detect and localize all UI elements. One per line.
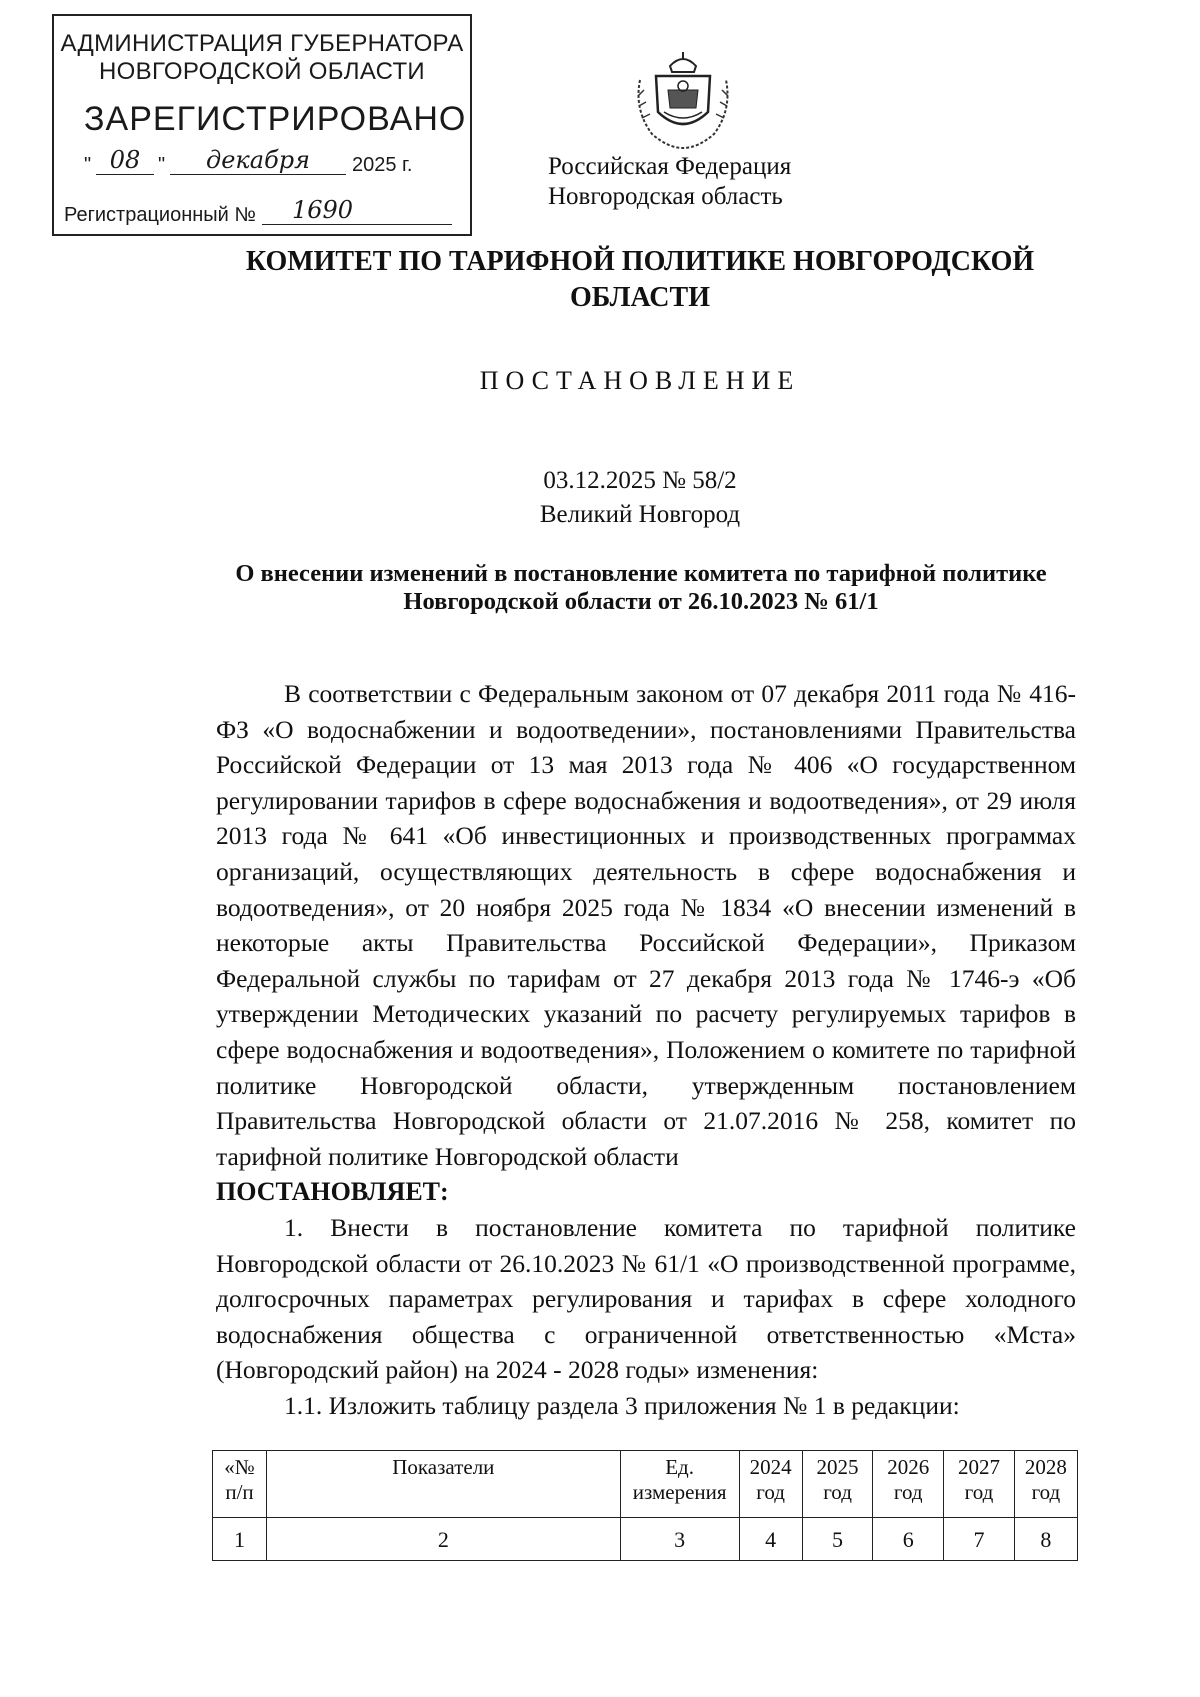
committee-title: КОМИТЕТ ПО ТАРИФНОЙ ПОЛИТИКЕ НОВГОРОДСКОЙ ОБЛАСТИ	[245, 246, 1035, 313]
region-name: Новгородская область	[548, 183, 783, 210]
indicators-table	[212, 1450, 1078, 1561]
header-2026: 2026 год	[873, 1451, 944, 1518]
table-cell: 2	[267, 1518, 621, 1561]
stamp-regno-label: Регистрационный №	[64, 204, 256, 226]
table-cell: 3	[620, 1518, 739, 1561]
document-body	[216, 676, 1076, 1423]
stamp-org-line2: НОВГОРОДСКОЙ ОБЛАСТИ	[99, 58, 425, 85]
coat-of-arms-icon	[630, 50, 736, 154]
header-2024: 2024 год	[739, 1451, 802, 1518]
table-cell: 1	[213, 1518, 267, 1561]
document-type: ПОСТАНОВЛЕНИЕ	[479, 366, 801, 395]
preamble-paragraph: В соответствии с Федеральным законом от 07 декабря 2011 года № 416-ФЗ «О водоснабжении и водоотведении», постановлениями Правительства Российской Федерации от 13 мая 2013 года № 406 «О государственном регулировании тарифов в сфере водоснабжения и водоотведения», от 29 июля 2013 года № 641 «Об инвестиционных и производственных программах организаций, осуществляющих деятельность в сфере водоснабжения и водоотведения», от 20 ноября 2025 года № 1834 «О внесении изменений в некоторые акты Правительства Российской Федерации», Приказом Федеральной службы по тарифам от 27 декабря 2013 года № 1746-э «Об утверждении Методических указаний по расчету регулируемых тарифов в сфере водоснабжения и водоотведения», Положением о комитете по тарифной политике Новгородской области, утвержденным постановлением Правительства Новгородской области от 21.07.2016 № 258, комитет по тарифной политике Новгородской области	[216, 679, 1076, 1171]
table-cell: 7	[944, 1518, 1015, 1561]
document-city: Великий Новгород	[539, 501, 741, 528]
stamp-quote-open: "	[84, 154, 92, 176]
table-numbering-row	[213, 1518, 1078, 1561]
item-1-paragraph: 1. Внести в постановление комитета по тарифной политике Новгородской области от 26.10.2023 № 61/1 «О производственной программе, долгосрочных параметрах регулирования и тарифах в сфере холодного водоснабжения общества с ограниченной ответственностью «Мста» (Новгородский район) на 2024 - 2028 годы» изменения:	[216, 1212, 1076, 1385]
registration-stamp	[52, 14, 472, 236]
issuer-region	[548, 152, 791, 212]
stamp-regno-value: 1690	[262, 196, 452, 225]
document-date-number: 03.12.2025 № 58/2	[543, 467, 737, 494]
header-indicators: Показатели	[267, 1451, 621, 1518]
stamp-year: 2025 г.	[352, 154, 413, 176]
table-cell: 8	[1014, 1518, 1077, 1561]
decides-heading: ПОСТАНОВЛЯЕТ:	[216, 1177, 449, 1207]
subject-line2: Новгородской области от 26.10.2023 № 61/1	[403, 588, 879, 615]
stamp-registered: ЗАРЕГИСТРИРОВАНО	[84, 100, 467, 138]
header-unit: Ед. измерения	[620, 1451, 739, 1518]
header-2025: 2025 год	[802, 1451, 873, 1518]
table-header-row	[213, 1451, 1078, 1518]
subject-line1: О внесении изменений в постановление комитета по тарифной политике	[235, 560, 1047, 587]
stamp-org-line1: АДМИНИСТРАЦИЯ ГУБЕРНАТОРА	[60, 30, 464, 57]
header-num: «№ п/п	[213, 1451, 267, 1518]
country-name: Российская Федерация	[548, 153, 792, 180]
document-date-place	[0, 464, 1200, 532]
table-cell: 6	[873, 1518, 944, 1561]
stamp-date	[84, 146, 464, 186]
document-subject	[206, 560, 1076, 616]
stamp-month: декабря	[170, 146, 346, 175]
stamp-quote-close: "	[158, 154, 166, 176]
header-2028: 2028 год	[1014, 1451, 1077, 1518]
table-cell: 5	[802, 1518, 873, 1561]
item-1-1-paragraph: 1.1. Изложить таблицу раздела 3 приложения № 1 в редакции:	[284, 1390, 960, 1420]
stamp-day: 08	[96, 146, 154, 175]
table-cell: 4	[739, 1518, 802, 1561]
header-2027: 2027 год	[944, 1451, 1015, 1518]
